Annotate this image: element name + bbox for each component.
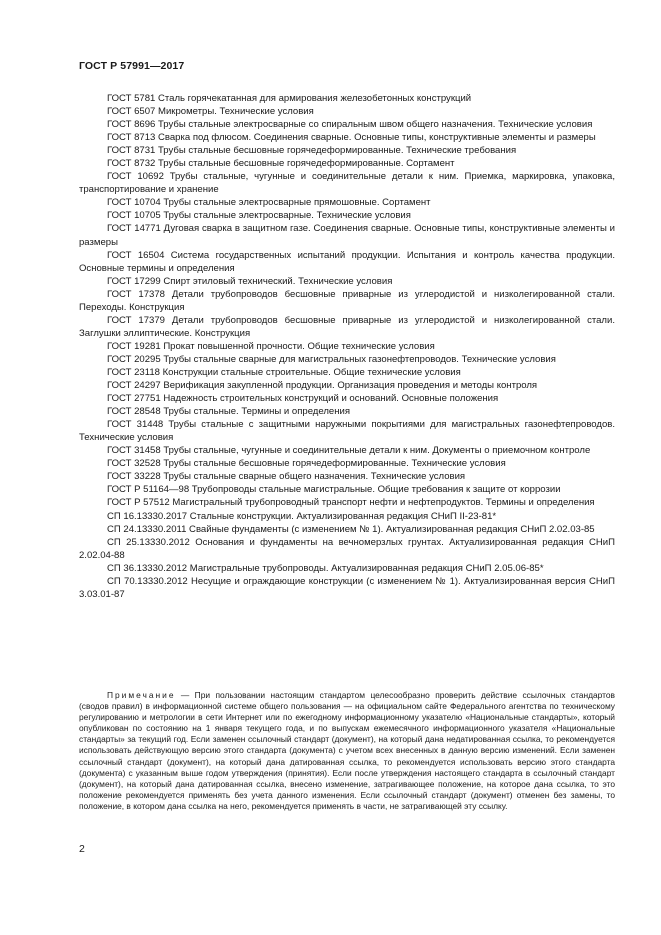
reference-item: ГОСТ 32528 Трубы стальные бесшовные горячедеформированные. Технические условия: [107, 458, 506, 470]
reference-item: ГОСТ 24297 Верификация закупленной продукции. Организация проведения и методы контроля: [107, 380, 538, 392]
reference-item: ГОСТ 6507 Микрометры. Технические условия: [107, 106, 314, 118]
reference-item: ГОСТ Р 51164—98 Трубопроводы стальные магистральные. Общие требования к защите от коррозии: [107, 484, 561, 496]
reference-item: ГОСТ Р 57512 Магистральный трубопроводный транспорт нефти и нефтепродуктов. Термины и определения: [107, 497, 595, 509]
reference-item: ГОСТ 8732 Трубы стальные бесшовные горячедеформированные. Сортамент: [107, 158, 455, 170]
reference-item: ГОСТ 10705 Трубы стальные электросварные. Технические условия: [107, 210, 411, 222]
reference-item: ГОСТ 16504 Система государственных испытаний продукции. Испытания и контроль качества продукции. Основные термины и определения: [79, 249, 615, 274]
document-header: ГОСТ Р 57991—2017: [79, 60, 185, 72]
reference-item: ГОСТ 10692 Трубы стальные, чугунные и соединительные детали к ним. Приемка, маркировка, упаковка, транспортирование и хранение: [79, 171, 615, 196]
reference-item: ГОСТ 19281 Прокат повышенной прочности. Общие технические условия: [107, 340, 435, 352]
references-list: [79, 92, 615, 601]
reference-item: СП 16.13330.2017 Стальные конструкции. Актуализированная редакция СНиП II-23-81*: [107, 510, 497, 522]
note-text: — При пользовании настоящим стандартом целесообразно проверить действие ссылочных стандартов (сводов правил) в информационной системе общего пользования — на официальном сайте Федерального агентства по техническому регулированию и метрологии в сети Интернет или по ежегодному информационному указателю «Национальные стандарты», который опубликован по состоянию на 1 января текущего года, и по выпускам ежемесячного информационного указателя «Национальные стандарты» за текущий год. Если заменен ссылочный стандарт (документ), на который дана недатированная ссылка, то рекомендуется использовать действующую версию этого стандарта (документа) с учетом всех внесенных в данную версию изменений. Если заменен ссылочный стандарт (документ), на который дана датированная ссылка, то рекомендуется использовать версию этого стандарта (документа) с указанным выше годом утверждения (принятия). Если после утверждения настоящего стандарта в ссылочный стандарт (документ), на который дана датированная ссылка, внесено изменение, затрагивающее положение, на которое дана ссылка, то это положение рекомендуется применять без учета данного изменения. Если ссылочный стандарт (документ) отменен без замены, то положение, в котором дана ссылка на него, рекомендуется применять в части, не затрагивающей эту ссылку.: [79, 690, 615, 811]
reference-item: ГОСТ 17378 Детали трубопроводов бесшовные приварные из углеродистой и низколегированной стали. Переходы. Конструкция: [79, 288, 615, 313]
note-paragraph: [79, 690, 615, 812]
reference-item: ГОСТ 8731 Трубы стальные бесшовные горячедеформированные. Технические требования: [107, 145, 517, 157]
reference-item: СП 70.13330.2012 Несущие и ограждающие конструкции (с изменением № 1). Актуализированная версия СНиП 3.03.01-87: [79, 575, 615, 600]
reference-item: ГОСТ 17379 Детали трубопроводов бесшовные приварные из углеродистой и низколегированной стали. Заглушки эллиптические. Конструкция: [79, 314, 615, 339]
reference-item: ГОСТ 20295 Трубы стальные сварные для магистральных газонефтепроводов. Технические условия: [107, 353, 556, 365]
reference-item: ГОСТ 5781 Сталь горячекатанная для армирования железобетонных конструкций: [107, 93, 472, 104]
reference-item: ГОСТ 23118 Конструкции стальные строительные. Общие технические условия: [107, 366, 461, 378]
note-label: Примечание: [107, 690, 176, 700]
reference-item: ГОСТ 10704 Трубы стальные электросварные прямошовные. Сортамент: [107, 197, 431, 209]
page-number: 2: [79, 843, 85, 855]
reference-item: ГОСТ 8696 Трубы стальные электросварные со спиральным швом общего назначения. Технические условия: [107, 119, 593, 131]
reference-item: СП 36.13330.2012 Магистральные трубопроводы. Актуализированная редакция СНиП 2.05.06-85*: [107, 562, 544, 574]
reference-item: ГОСТ 31458 Трубы стальные, чугунные и соединительные детали к ним. Документы о приемочном контроле: [107, 445, 591, 457]
reference-item: ГОСТ 31448 Трубы стальные с защитными наружными покрытиями для магистральных газонефтепроводов. Технические условия: [79, 419, 615, 444]
reference-item: СП 24.13330.2011 Свайные фундаменты (с изменением № 1). Актуализированная редакция СНиП 2.02.03-85: [107, 523, 595, 535]
reference-item: ГОСТ 33228 Трубы стальные сварные общего назначения. Технические условия: [107, 471, 466, 483]
reference-item: ГОСТ 27751 Надежность строительных конструкций и оснований. Основные положения: [107, 393, 499, 405]
reference-item: ГОСТ 28548 Трубы стальные. Термины и определения: [107, 406, 351, 418]
reference-item: ГОСТ 17299 Спирт этиловый технический. Технические условия: [107, 275, 393, 287]
reference-item: ГОСТ 8713 Сварка под флюсом. Соединения сварные. Основные типы, конструктивные элементы и размеры: [107, 132, 596, 144]
reference-item: ГОСТ 14771 Дуговая сварка в защитном газе. Соединения сварные. Основные типы, конструктивные элементы и размеры: [79, 223, 615, 248]
reference-item: СП 25.13330.2012 Основания и фундаменты на вечномерзлых грунтах. Актуализированная редакция СНиП 2.02.04-88: [79, 536, 615, 561]
